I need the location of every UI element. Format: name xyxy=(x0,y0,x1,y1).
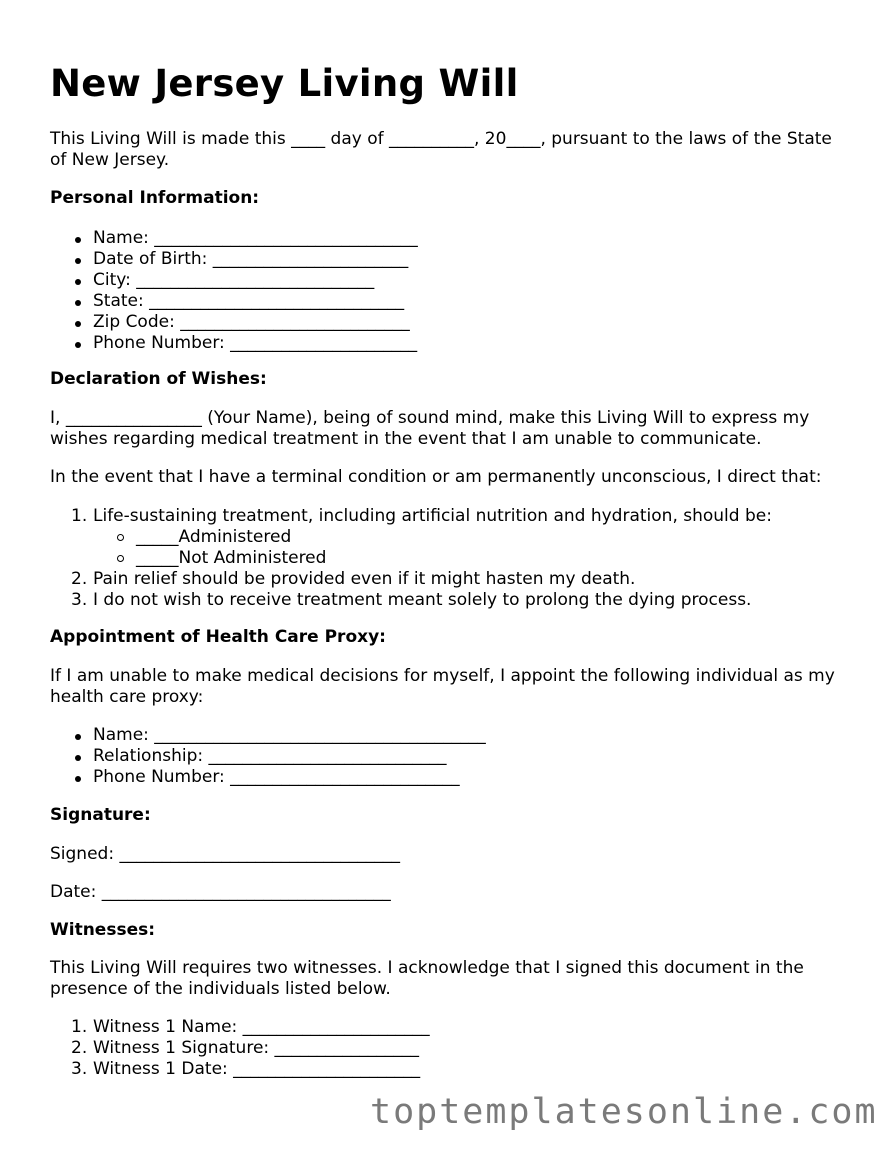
list-number: 3. xyxy=(71,1059,88,1079)
signed-line: Signed: _________________________________ xyxy=(50,844,400,864)
personal-field-name: Name: _______________________________ xyxy=(50,228,850,249)
witness-signature xyxy=(50,1038,850,1059)
list-number: 1. xyxy=(71,506,88,526)
list-number: 2. xyxy=(71,569,88,589)
declaration-item-text: I do not wish to receive treatment meant solely to prolong the dying process. xyxy=(93,590,752,610)
personal-field-zip: Zip Code: ___________________________ xyxy=(50,312,850,333)
witnesses-paragraph: This Living Will requires two witnesses. I acknowledge that I signed this document in the presence of the individuals listed below. xyxy=(50,958,804,999)
declaration-item-text: Pain relief should be provided even if it might hasten my death. xyxy=(93,569,636,589)
declaration-paragraph-2: In the event that I have a terminal condition or am permanently unconscious, I direct that: xyxy=(50,467,822,487)
declaration-list xyxy=(50,506,850,611)
option-administered: _____Administered xyxy=(50,527,850,548)
declaration-paragraph-1: I, ________________ (Your Name), being of sound mind, make this Living Will to express my wishes regarding medical treatment in the event that I am unable to communicate. xyxy=(50,408,810,449)
personal-field-state: State: ______________________________ xyxy=(50,291,850,312)
personal-field-dob: Date of Birth: _______________________ xyxy=(50,249,850,270)
signature-heading: Signature: xyxy=(50,805,151,825)
personal-info-heading: Personal Information: xyxy=(50,188,260,208)
date-line: Date: __________________________________ xyxy=(50,882,391,902)
declaration-sub-options xyxy=(50,527,850,569)
list-number: 3. xyxy=(71,590,88,610)
declaration-item-2 xyxy=(50,569,850,590)
witness-name xyxy=(50,1017,850,1038)
proxy-heading: Appointment of Health Care Proxy: xyxy=(50,627,386,647)
declaration-item-3 xyxy=(50,590,850,611)
witnesses-heading: Witnesses: xyxy=(50,920,156,940)
proxy-field-name: Name: _______________________________________ xyxy=(50,725,850,746)
declaration-heading: Declaration of Wishes: xyxy=(50,369,267,389)
option-not-administered: _____Not Administered xyxy=(50,548,850,569)
personal-info-list xyxy=(50,228,850,354)
witnesses-list xyxy=(50,1017,850,1080)
intro-paragraph: This Living Will is made this ____ day of __________, 20____, pursuant to the laws of the State of New Jersey. xyxy=(50,129,832,170)
proxy-paragraph: If I am unable to make medical decisions for myself, I appoint the following individual as my health care proxy: xyxy=(50,666,835,707)
witness-item-text: Witness 1 Date: ______________________ xyxy=(93,1059,421,1079)
list-number: 2. xyxy=(71,1038,88,1058)
personal-field-phone: Phone Number: ______________________ xyxy=(50,333,850,354)
list-number: 1. xyxy=(71,1017,88,1037)
document-title: New Jersey Living Will xyxy=(50,62,519,105)
proxy-field-relationship: Relationship: ____________________________ xyxy=(50,746,850,767)
witness-date xyxy=(50,1059,850,1080)
declaration-item-text: Life-sustaining treatment, including artificial nutrition and hydration, should be: xyxy=(93,506,772,526)
personal-field-city: City: ____________________________ xyxy=(50,270,850,291)
witness-item-text: Witness 1 Name: ______________________ xyxy=(93,1017,430,1037)
proxy-field-phone: Phone Number: ___________________________ xyxy=(50,767,850,788)
proxy-list xyxy=(50,725,850,788)
declaration-item-1 xyxy=(50,506,850,527)
witness-item-text: Witness 1 Signature: _________________ xyxy=(93,1038,420,1058)
site-watermark: toptemplatesonline.com xyxy=(370,1092,878,1132)
